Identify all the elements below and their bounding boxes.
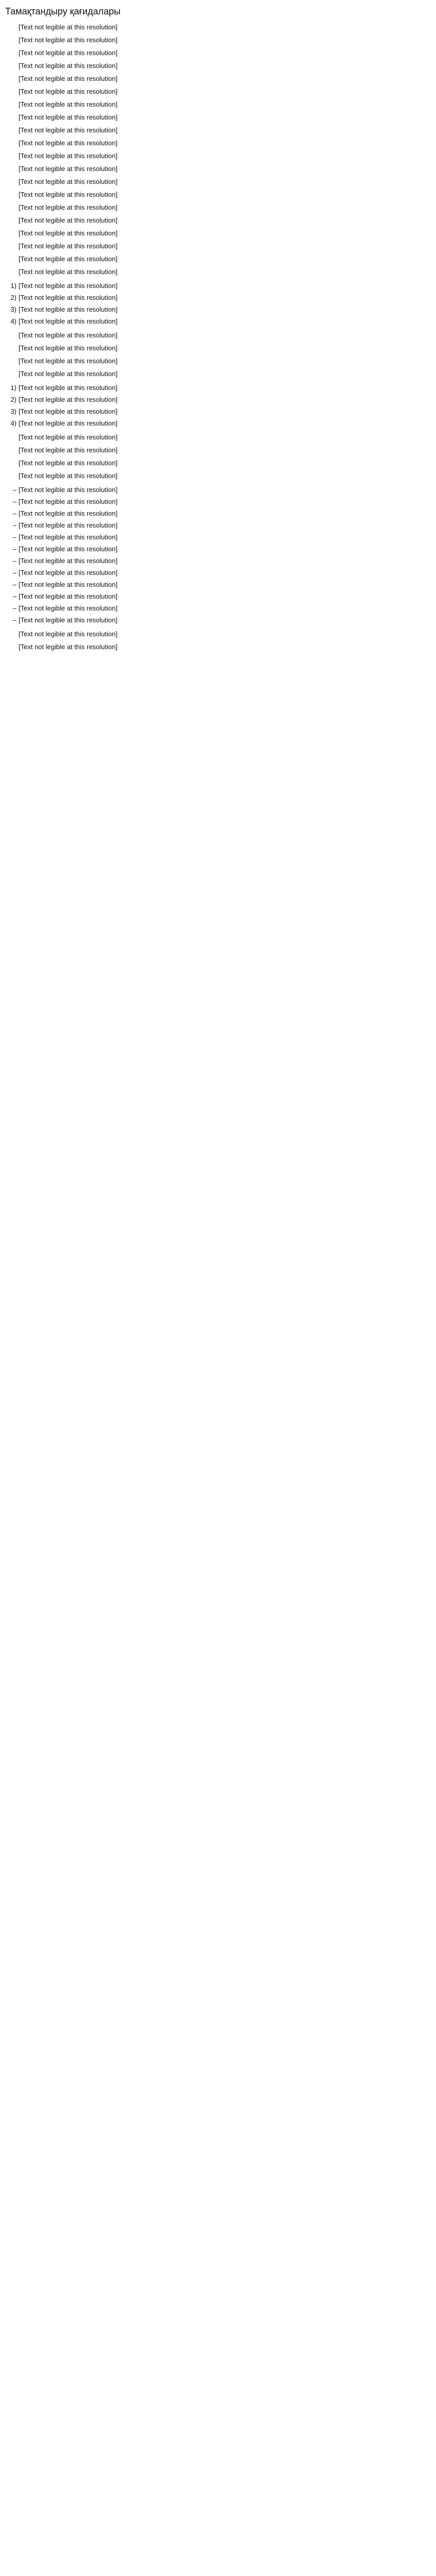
paragraph-text: [Text not legible at this resolution] — [19, 357, 118, 365]
dash-list — [5, 485, 431, 624]
list-item-text: [Text not legible at this resolution] — [19, 545, 118, 553]
list-item — [5, 395, 431, 404]
paragraph — [5, 471, 431, 480]
document-title: Тамақтандыру қағидалары — [5, 6, 121, 16]
paragraph-13 — [5, 177, 431, 186]
list-item-text: [Text not legible at this resolution] — [19, 384, 118, 392]
paragraph-text: [Text not legible at this resolution] — [19, 139, 118, 147]
paragraph-14 — [5, 190, 431, 199]
list-item — [5, 485, 431, 494]
list-item — [5, 281, 431, 290]
list-marker: – — [12, 533, 16, 541]
list-marker: 2) — [10, 294, 16, 301]
paragraph-text: [Text not legible at this resolution] — [19, 49, 118, 57]
list-item-text: [Text not legible at this resolution] — [19, 486, 118, 494]
list-marker: – — [12, 557, 16, 565]
list-marker: 2) — [10, 396, 16, 403]
section-list-2 — [5, 383, 431, 428]
paragraph-text: [Text not legible at this resolution] — [19, 75, 118, 82]
paragraph-16 — [5, 216, 431, 225]
paragraph-text: [Text not legible at this resolution] — [19, 229, 118, 237]
paragraph — [5, 630, 431, 638]
numbered-list — [5, 383, 431, 428]
list-marker: 4) — [10, 419, 16, 427]
paragraph-text: [Text not legible at this resolution] — [19, 331, 118, 339]
list-marker: – — [12, 581, 16, 588]
list-item — [5, 568, 431, 577]
paragraph-15 — [5, 203, 431, 212]
paragraph-2 — [5, 36, 431, 44]
list-item — [5, 383, 431, 392]
list-item — [5, 592, 431, 601]
paragraph — [5, 433, 431, 442]
list-marker: 4) — [10, 317, 16, 325]
paragraph-text: [Text not legible at this resolution] — [19, 446, 118, 454]
paragraph-text: [Text not legible at this resolution] — [19, 178, 118, 185]
paragraph-text: [Text not legible at this resolution] — [19, 459, 118, 467]
list-marker: – — [12, 545, 16, 553]
paragraph-9 — [5, 126, 431, 134]
paragraph — [5, 642, 431, 651]
paragraph-text: [Text not legible at this resolution] — [19, 88, 118, 95]
list-item-text: [Text not legible at this resolution] — [19, 569, 118, 577]
paragraph-1 — [5, 23, 431, 31]
list-item-text: [Text not legible at this resolution] — [19, 306, 118, 313]
list-item-text: [Text not legible at this resolution] — [19, 521, 118, 529]
paragraph-19 — [5, 255, 431, 263]
list-item-text: [Text not legible at this resolution] — [19, 396, 118, 403]
paragraph-11 — [5, 151, 431, 160]
list-item — [5, 305, 431, 314]
list-item — [5, 317, 431, 326]
list-marker: – — [12, 498, 16, 505]
paragraph-text: [Text not legible at this resolution] — [19, 191, 118, 198]
list-item-text: [Text not legible at this resolution] — [19, 408, 118, 415]
list-item-text: [Text not legible at this resolution] — [19, 419, 118, 427]
paragraph-10 — [5, 139, 431, 147]
section-list-1 — [5, 281, 431, 326]
list-item-text: [Text not legible at this resolution] — [19, 604, 118, 612]
paragraph-text: [Text not legible at this resolution] — [19, 268, 118, 276]
paragraph — [5, 357, 431, 365]
section-body-4 — [5, 433, 431, 480]
list-item-text: [Text not legible at this resolution] — [19, 510, 118, 517]
section-closing — [5, 630, 431, 651]
list-item — [5, 293, 431, 302]
section-dash-list — [5, 485, 431, 624]
paragraph-text: [Text not legible at this resolution] — [19, 216, 118, 224]
list-item — [5, 509, 431, 518]
list-marker: – — [12, 486, 16, 494]
list-item — [5, 545, 431, 553]
paragraph — [5, 446, 431, 454]
paragraph-text: [Text not legible at this resolution] — [19, 255, 118, 263]
list-marker: 3) — [10, 408, 16, 415]
paragraph-text: [Text not legible at this resolution] — [19, 643, 118, 651]
paragraph-text: [Text not legible at this resolution] — [19, 152, 118, 160]
list-item — [5, 616, 431, 624]
list-item-text: [Text not legible at this resolution] — [19, 317, 118, 325]
paragraph-text: [Text not legible at this resolution] — [19, 370, 118, 378]
paragraph-18 — [5, 242, 431, 250]
paragraph-text: [Text not legible at this resolution] — [19, 113, 118, 121]
list-item-text: [Text not legible at this resolution] — [19, 294, 118, 301]
paragraph — [5, 459, 431, 467]
section-intro — [5, 23, 431, 276]
list-marker: – — [12, 569, 16, 577]
paragraph-3 — [5, 48, 431, 57]
paragraph-8 — [5, 113, 431, 122]
list-item — [5, 580, 431, 589]
list-item-text: [Text not legible at this resolution] — [19, 282, 118, 290]
list-item — [5, 604, 431, 613]
paragraph-4 — [5, 61, 431, 70]
list-item-text: [Text not legible at this resolution] — [19, 581, 118, 588]
paragraph-5 — [5, 74, 431, 83]
paragraph-text: [Text not legible at this resolution] — [19, 344, 118, 352]
list-item-text: [Text not legible at this resolution] — [19, 616, 118, 624]
paragraph-text: [Text not legible at this resolution] — [19, 630, 118, 638]
list-marker: – — [12, 604, 16, 612]
paragraph — [5, 344, 431, 352]
numbered-list — [5, 281, 431, 326]
list-marker: – — [12, 510, 16, 517]
paragraph-20 — [5, 267, 431, 276]
list-marker: – — [12, 592, 16, 600]
list-item-text: [Text not legible at this resolution] — [19, 592, 118, 600]
paragraph-6 — [5, 87, 431, 96]
list-marker: 1) — [10, 384, 16, 392]
list-item-text: [Text not legible at this resolution] — [19, 533, 118, 541]
paragraph-text: [Text not legible at this resolution] — [19, 204, 118, 211]
paragraph-text: [Text not legible at this resolution] — [19, 23, 118, 31]
list-item — [5, 556, 431, 565]
section-body-2 — [5, 331, 431, 378]
list-item-text: [Text not legible at this resolution] — [19, 498, 118, 505]
list-marker: 1) — [10, 282, 16, 290]
list-item — [5, 419, 431, 428]
list-marker: – — [12, 616, 16, 624]
paragraph-text: [Text not legible at this resolution] — [19, 165, 118, 173]
paragraph — [5, 369, 431, 378]
paragraph-text: [Text not legible at this resolution] — [19, 242, 118, 250]
paragraph-12 — [5, 164, 431, 173]
paragraph — [5, 331, 431, 340]
paragraph-7 — [5, 100, 431, 109]
paragraph-text: [Text not legible at this resolution] — [19, 433, 118, 441]
list-item — [5, 407, 431, 416]
list-marker: 3) — [10, 306, 16, 313]
list-item-text: [Text not legible at this resolution] — [19, 557, 118, 565]
paragraph-text: [Text not legible at this resolution] — [19, 62, 118, 70]
paragraph-text: [Text not legible at this resolution] — [19, 126, 118, 134]
list-item — [5, 521, 431, 530]
list-item — [5, 533, 431, 541]
list-item — [5, 497, 431, 506]
paragraph-text: [Text not legible at this resolution] — [19, 100, 118, 108]
paragraph-text: [Text not legible at this resolution] — [19, 472, 118, 480]
paragraph-text: [Text not legible at this resolution] — [19, 36, 118, 44]
list-marker: – — [12, 521, 16, 529]
paragraph-17 — [5, 229, 431, 238]
